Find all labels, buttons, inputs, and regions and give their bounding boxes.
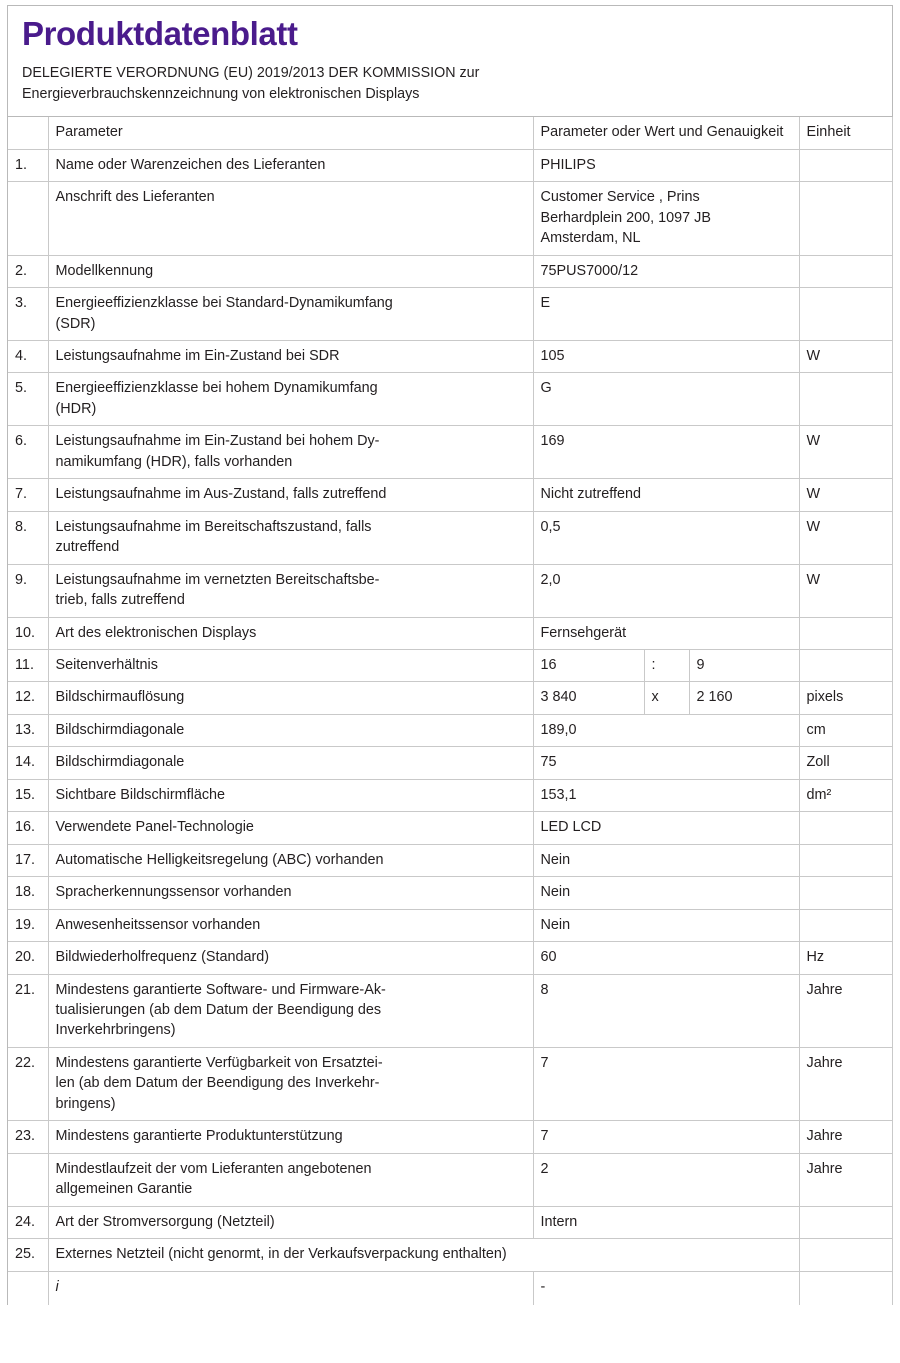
- row-unit: [799, 650, 892, 682]
- table-row: [8, 650, 892, 682]
- header-number: [8, 117, 48, 149]
- row-parameter: Bildwiederholfrequenz (Standard): [48, 942, 533, 974]
- row-unit: dm²: [799, 779, 892, 811]
- row-parameter: Anschrift des Lieferanten: [48, 182, 533, 255]
- row-number: 8.: [8, 511, 48, 564]
- table-row: [8, 182, 892, 255]
- row-value: 105: [533, 341, 799, 373]
- row-number: 12.: [8, 682, 48, 714]
- row-unit: Jahre: [799, 1153, 892, 1206]
- row-value: 0,5: [533, 511, 799, 564]
- row-value: G: [533, 373, 799, 426]
- table-row: [8, 288, 892, 341]
- row-parameter: Energieeffizienzklasse bei hohem Dynamikumfang (HDR): [48, 373, 533, 426]
- row-number: 22.: [8, 1047, 48, 1120]
- row-value: 169: [533, 426, 799, 479]
- row-unit: [799, 149, 892, 181]
- row-parameter: Sichtbare Bildschirmfläche: [48, 779, 533, 811]
- row-value: 75: [533, 747, 799, 779]
- table-row: [8, 149, 892, 181]
- document-frame: [7, 5, 893, 1305]
- table-body: [8, 149, 892, 1305]
- row-number: [8, 182, 48, 255]
- row-parameter: Seitenverhältnis: [48, 650, 533, 682]
- row-parameter: Bildschirmauflösung: [48, 682, 533, 714]
- row-value: PHILIPS: [533, 149, 799, 181]
- row-unit: W: [799, 564, 892, 617]
- row-parameter: Bildschirmdiagonale: [48, 714, 533, 746]
- table-row: [8, 426, 892, 479]
- row-number: 20.: [8, 942, 48, 974]
- row-parameter: Leistungsaufnahme im Aus-Zustand, falls zutreffend: [48, 479, 533, 511]
- row-parameter: Leistungsaufnahme im vernetzten Bereitschaftsbe- trieb, falls zutreffend: [48, 564, 533, 617]
- table-row: [8, 511, 892, 564]
- row-value: 7: [533, 1121, 799, 1153]
- row-unit: [799, 1271, 892, 1305]
- row-unit: Zoll: [799, 747, 892, 779]
- row-unit: W: [799, 479, 892, 511]
- row-value-part-1: 3 840: [533, 682, 644, 714]
- row-value: Nein: [533, 844, 799, 876]
- table-row: [8, 1271, 892, 1305]
- page-title: Produktdatenblatt: [22, 15, 298, 52]
- row-parameter: Energieeffizienzklasse bei Standard-Dynamikumfang (SDR): [48, 288, 533, 341]
- row-unit: Jahre: [799, 1121, 892, 1153]
- header-unit: Einheit: [799, 117, 892, 149]
- row-parameter: Mindestens garantierte Verfügbarkeit von Ersatztei- len (ab dem Datum der Beendigung des Inverkehr- bringens): [48, 1047, 533, 1120]
- header-parameter: Parameter: [48, 117, 533, 149]
- table-row: [8, 909, 892, 941]
- header-value: [533, 117, 799, 149]
- row-parameter: Spracherkennungssensor vorhanden: [48, 877, 533, 909]
- row-value-separator: :: [644, 650, 689, 682]
- document-header: [8, 6, 892, 117]
- row-value-part-2: 9: [689, 650, 799, 682]
- row-unit: [799, 877, 892, 909]
- row-parameter: Verwendete Panel-Technologie: [48, 812, 533, 844]
- row-unit: W: [799, 426, 892, 479]
- row-number: 19.: [8, 909, 48, 941]
- subtitle-line-2: Energieverbrauchskennzeichnung von elektronischen Displays: [22, 85, 420, 102]
- row-unit: Hz: [799, 942, 892, 974]
- table-row: [8, 1047, 892, 1120]
- row-value: Nein: [533, 877, 799, 909]
- row-value: 60: [533, 942, 799, 974]
- row-number: 2.: [8, 255, 48, 287]
- parameter-table: [8, 117, 893, 1305]
- row-number: 24.: [8, 1206, 48, 1238]
- row-number: 25.: [8, 1239, 48, 1271]
- row-unit: Jahre: [799, 974, 892, 1047]
- row-parameter: Leistungsaufnahme im Ein-Zustand bei hohem Dy- namikumfang (HDR), falls vorhanden: [48, 426, 533, 479]
- row-parameter: Name oder Warenzeichen des Lieferanten: [48, 149, 533, 181]
- row-parameter: Automatische Helligkeitsregelung (ABC) vorhanden: [48, 844, 533, 876]
- row-value: 189,0: [533, 714, 799, 746]
- row-value: 7: [533, 1047, 799, 1120]
- row-number: 21.: [8, 974, 48, 1047]
- row-unit: pixels: [799, 682, 892, 714]
- row-unit: [799, 617, 892, 649]
- table-header-row: [8, 117, 892, 149]
- row-value: 2,0: [533, 564, 799, 617]
- subtitle-line-1: DELEGIERTE VERORDNUNG (EU) 2019/2013 DER KOMMISSION zur: [22, 64, 480, 81]
- row-value: Customer Service , Prins Berhardplein 200, 1097 JB Amsterdam, NL: [533, 182, 799, 255]
- table-row: [8, 373, 892, 426]
- row-parameter: Modellkennung: [48, 255, 533, 287]
- row-value-part-2: 2 160: [689, 682, 799, 714]
- row-parameter: Leistungsaufnahme im Ein-Zustand bei SDR: [48, 341, 533, 373]
- row-unit: [799, 812, 892, 844]
- row-unit: [799, 288, 892, 341]
- row-number: 13.: [8, 714, 48, 746]
- row-unit: W: [799, 511, 892, 564]
- table-row: [8, 682, 892, 714]
- row-parameter: -: [533, 1271, 799, 1305]
- row-unit: [799, 182, 892, 255]
- row-number: 23.: [8, 1121, 48, 1153]
- row-parameter: Bildschirmdiagonale: [48, 747, 533, 779]
- table-row: [8, 714, 892, 746]
- row-number: 4.: [8, 341, 48, 373]
- row-parameter: Mindestens garantierte Produktunterstützung: [48, 1121, 533, 1153]
- row-unit: W: [799, 341, 892, 373]
- row-value: Fernsehgerät: [533, 617, 799, 649]
- row-value: 75PUS7000/12: [533, 255, 799, 287]
- header-value-line-2: Genauigkeit: [706, 124, 784, 141]
- row-number: 9.: [8, 564, 48, 617]
- table-row: [8, 1153, 892, 1206]
- row-value: 153,1: [533, 779, 799, 811]
- table-row: [8, 1121, 892, 1153]
- row-value: E: [533, 288, 799, 341]
- row-number: 14.: [8, 747, 48, 779]
- row-number: 5.: [8, 373, 48, 426]
- table-row: [8, 255, 892, 287]
- table-row: [8, 877, 892, 909]
- row-unit: [799, 1239, 892, 1271]
- table-row: [8, 341, 892, 373]
- row-number: 7.: [8, 479, 48, 511]
- row-number: 6.: [8, 426, 48, 479]
- table-row: [8, 812, 892, 844]
- row-value: Nicht zutreffend: [533, 479, 799, 511]
- table-row: [8, 747, 892, 779]
- row-unit: [799, 1206, 892, 1238]
- table-row: [8, 942, 892, 974]
- row-parameter: Leistungsaufnahme im Bereitschaftszustand, falls zutreffend: [48, 511, 533, 564]
- row-number: 18.: [8, 877, 48, 909]
- row-value-part-1: 16: [533, 650, 644, 682]
- row-value: LED LCD: [533, 812, 799, 844]
- row-parameter: Mindestlaufzeit der vom Lieferanten angebotenen allgemeinen Garantie: [48, 1153, 533, 1206]
- row-number: 11.: [8, 650, 48, 682]
- row-value: 2: [533, 1153, 799, 1206]
- table-row: [8, 1206, 892, 1238]
- table-row: [8, 974, 892, 1047]
- header-value-line-1: Parameter oder Wert und: [540, 124, 703, 141]
- table-row: [8, 479, 892, 511]
- table-row: [8, 617, 892, 649]
- regulation-subtitle: [22, 63, 662, 104]
- row-number: 16.: [8, 812, 48, 844]
- row-parameter: Externes Netzteil (nicht genormt, in der Verkaufsverpackung enthalten): [48, 1239, 799, 1271]
- row-number: 3.: [8, 288, 48, 341]
- row-value-separator: x: [644, 682, 689, 714]
- row-parameter: Mindestens garantierte Software- und Firmware-Ak- tualisierungen (ab dem Datum der Beendigung des Inverkehrbringens): [48, 974, 533, 1047]
- row-value: Intern: [533, 1206, 799, 1238]
- table-row: [8, 564, 892, 617]
- row-unit: [799, 844, 892, 876]
- table-row: [8, 779, 892, 811]
- row-unit: [799, 255, 892, 287]
- row-unit: [799, 373, 892, 426]
- row-number: 10.: [8, 617, 48, 649]
- row-unit: [799, 909, 892, 941]
- row-value: Nein: [533, 909, 799, 941]
- row-parameter: Anwesenheitssensor vorhanden: [48, 909, 533, 941]
- table-row: [8, 1239, 892, 1271]
- row-unit: Jahre: [799, 1047, 892, 1120]
- row-unit: cm: [799, 714, 892, 746]
- row-number: [8, 1153, 48, 1206]
- row-marker: i: [48, 1271, 533, 1305]
- row-parameter: Art der Stromversorgung (Netzteil): [48, 1206, 533, 1238]
- row-number: [8, 1271, 48, 1305]
- row-parameter: Art des elektronischen Displays: [48, 617, 533, 649]
- row-number: 15.: [8, 779, 48, 811]
- row-number: 1.: [8, 149, 48, 181]
- row-value: 8: [533, 974, 799, 1047]
- table-row: [8, 844, 892, 876]
- row-number: 17.: [8, 844, 48, 876]
